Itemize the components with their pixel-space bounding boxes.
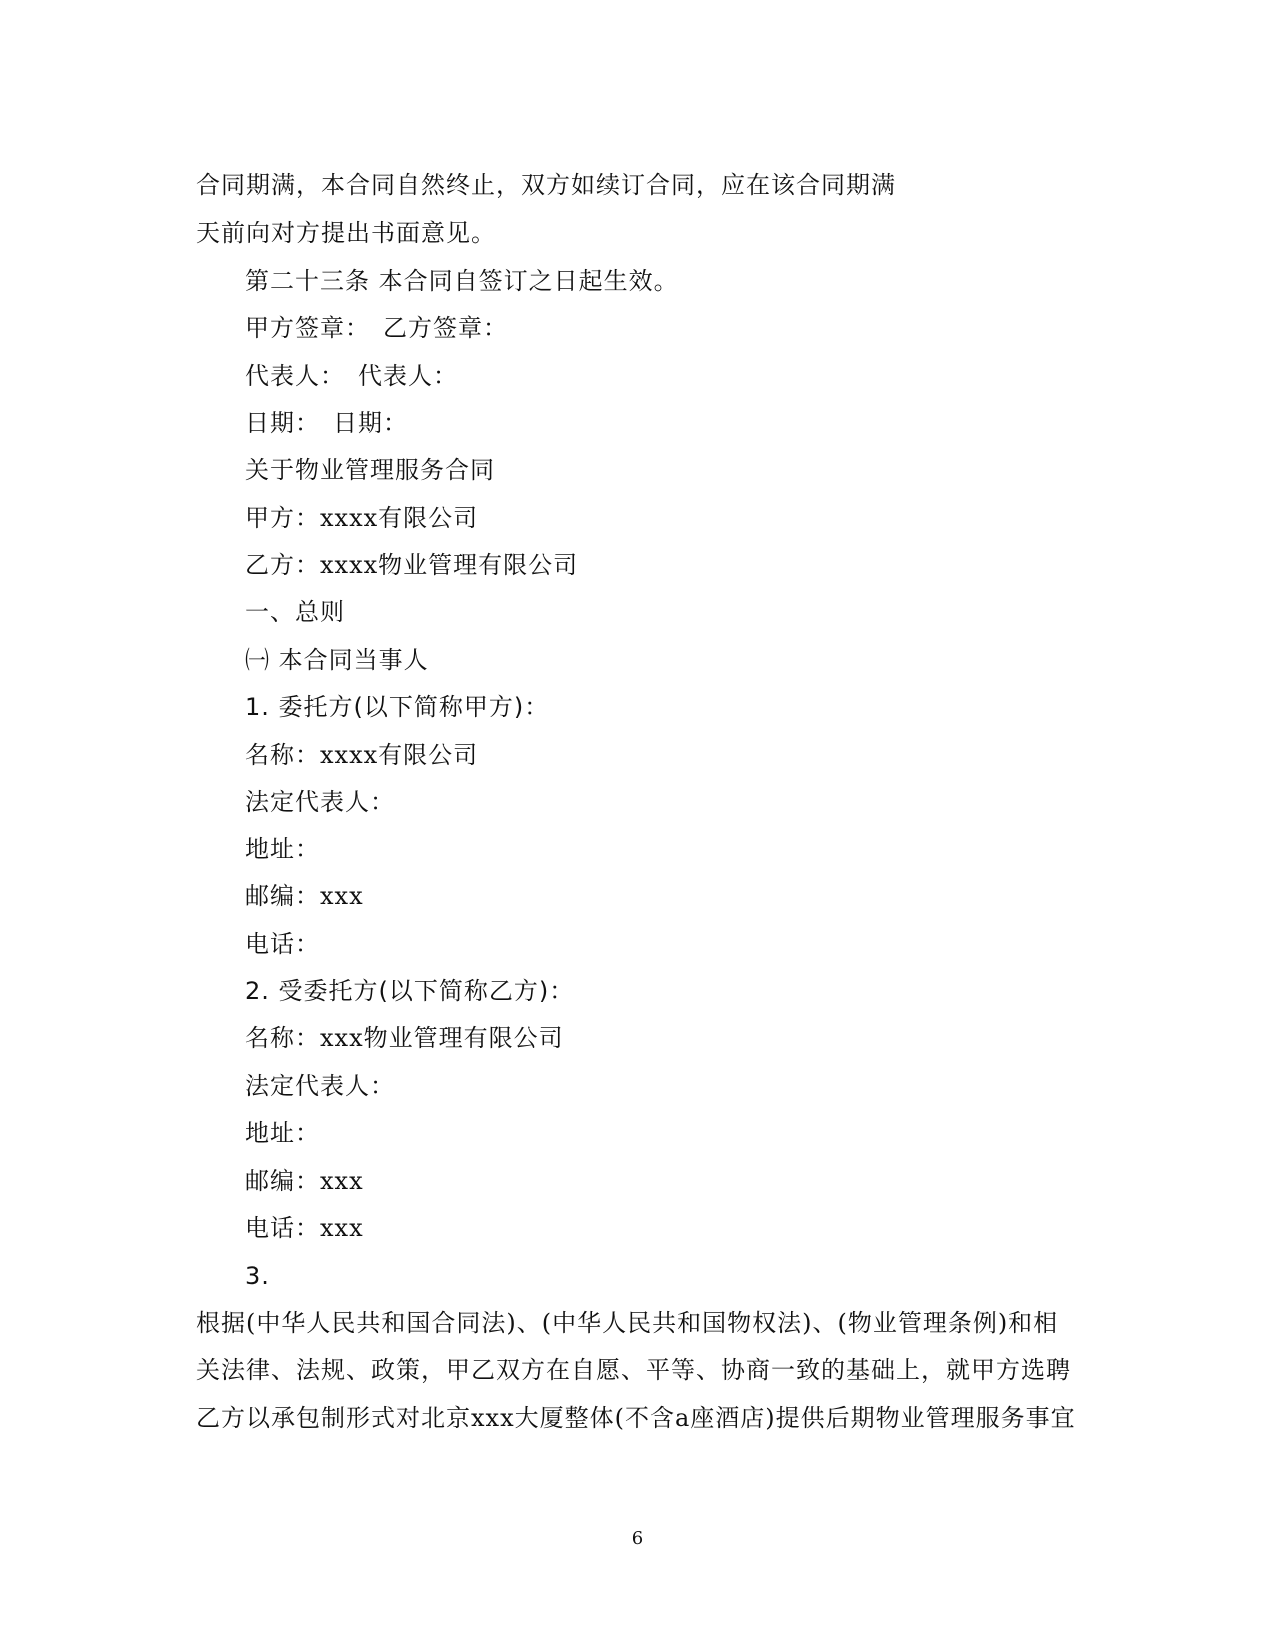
text-line: 邮编：xxx [245, 882, 364, 910]
subsection-heading: ㈠ 本合同当事人 [245, 646, 429, 674]
text-line: 邮编：xxx [245, 1167, 364, 1195]
item-1: 1. 委托方(以下简称甲方)： [245, 693, 550, 721]
body-paragraph-line: 关法律、法规、政策，甲乙双方在自愿、平等、协商一致的基础上，就甲方选聘 [196, 1356, 1071, 1384]
body-paragraph-line: 乙方以承包制形式对北京xxx大厦整体(不含a座酒店)提供后期物业管理服务事宜 [196, 1404, 1076, 1432]
text-line: 天前向对方提出书面意见。 [196, 219, 496, 247]
text-line: 地址： [245, 1119, 320, 1147]
date-line: 日期： 日期： [245, 409, 408, 437]
page-number: 6 [631, 1528, 644, 1549]
party-b: 乙方：xxxx物业管理有限公司 [245, 551, 579, 579]
text-line: 电话： [245, 930, 320, 958]
text-line: 名称：xxxx有限公司 [245, 741, 479, 769]
party-a: 甲方：xxxx有限公司 [245, 504, 479, 532]
text-line: 法定代表人： [245, 1072, 395, 1100]
text-line: 合同期满，本合同自然终止，双方如续订合同，应在该合同期满 [196, 171, 896, 199]
signature-line: 甲方签章： 乙方签章： [245, 314, 508, 342]
text-line: 法定代表人： [245, 788, 395, 816]
body-paragraph-line: 根据(中华人民共和国合同法)、(中华人民共和国物权法)、(物业管理条例)和相 [196, 1309, 1059, 1337]
text-line: 地址： [245, 835, 320, 863]
article-23: 第二十三条 本合同自签订之日起生效。 [245, 267, 679, 295]
section-heading: 一、总则 [245, 598, 345, 626]
contract-title: 关于物业管理服务合同 [245, 456, 495, 484]
text-line: 电话：xxx [245, 1214, 364, 1242]
item-2: 2. 受委托方(以下简称乙方)： [245, 977, 575, 1005]
representative-line: 代表人： 代表人： [245, 362, 458, 390]
text-line: 名称：xxx物业管理有限公司 [245, 1024, 564, 1052]
item-3: 3. [245, 1262, 270, 1290]
